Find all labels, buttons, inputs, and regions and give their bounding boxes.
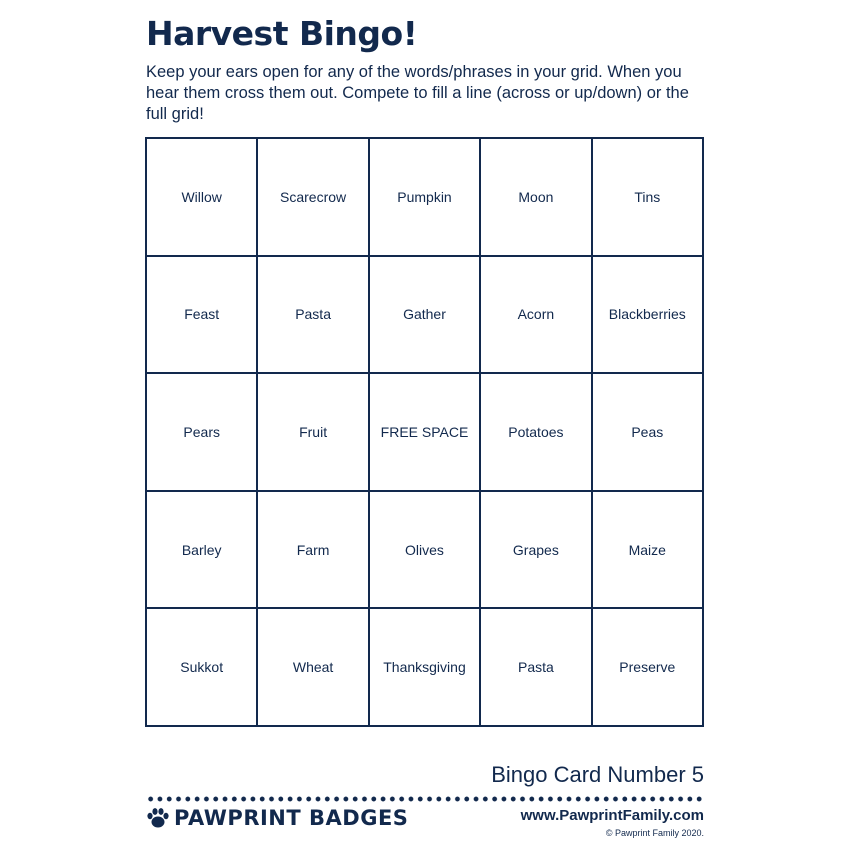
bingo-cell[interactable]: Farm xyxy=(258,492,369,610)
card-number: Bingo Card Number 5 xyxy=(491,762,704,787)
brand-logo xyxy=(146,806,408,830)
website-link[interactable]: www.PawprintFamily.com xyxy=(520,807,704,824)
bingo-cell-free-space[interactable]: FREE SPACE xyxy=(370,374,481,492)
bingo-cell[interactable]: Barley xyxy=(147,492,258,610)
page-title: Harvest Bingo! xyxy=(146,14,418,53)
bingo-cell[interactable]: Pasta xyxy=(258,257,369,375)
bingo-cell[interactable]: Preserve xyxy=(593,609,704,727)
dotted-divider xyxy=(146,796,704,802)
bingo-cell[interactable]: Grapes xyxy=(481,492,592,610)
bingo-cell[interactable]: Pasta xyxy=(481,609,592,727)
instructions: Keep your ears open for any of the words/phrases in your grid. When you hear them cross them out. Compete to fill a line (across or up/down) or the full grid! xyxy=(146,63,689,123)
bingo-cell[interactable]: Acorn xyxy=(481,257,592,375)
bingo-cell[interactable]: Feast xyxy=(147,257,258,375)
bingo-cell[interactable]: Tins xyxy=(593,139,704,257)
bingo-cell[interactable]: Pumpkin xyxy=(370,139,481,257)
bingo-cell[interactable]: Thanksgiving xyxy=(370,609,481,727)
bingo-cell[interactable]: Wheat xyxy=(258,609,369,727)
copyright: © Pawprint Family 2020. xyxy=(605,828,704,838)
bingo-cell[interactable]: Scarecrow xyxy=(258,139,369,257)
bingo-cell[interactable]: Fruit xyxy=(258,374,369,492)
bingo-cell[interactable]: Moon xyxy=(481,139,592,257)
bingo-cell[interactable]: Peas xyxy=(593,374,704,492)
bingo-cell[interactable]: Gather xyxy=(370,257,481,375)
bingo-grid xyxy=(145,137,704,727)
bingo-cell[interactable]: Sukkot xyxy=(147,609,258,727)
bingo-cell[interactable]: Potatoes xyxy=(481,374,592,492)
brand-name: PAWPRINT BADGES xyxy=(174,806,409,830)
bingo-cell[interactable]: Maize xyxy=(593,492,704,610)
bingo-cell[interactable]: Olives xyxy=(370,492,481,610)
bingo-cell[interactable]: Pears xyxy=(147,374,258,492)
paw-print-icon xyxy=(146,807,170,829)
bingo-cell[interactable]: Blackberries xyxy=(593,257,704,375)
bingo-cell[interactable]: Willow xyxy=(147,139,258,257)
